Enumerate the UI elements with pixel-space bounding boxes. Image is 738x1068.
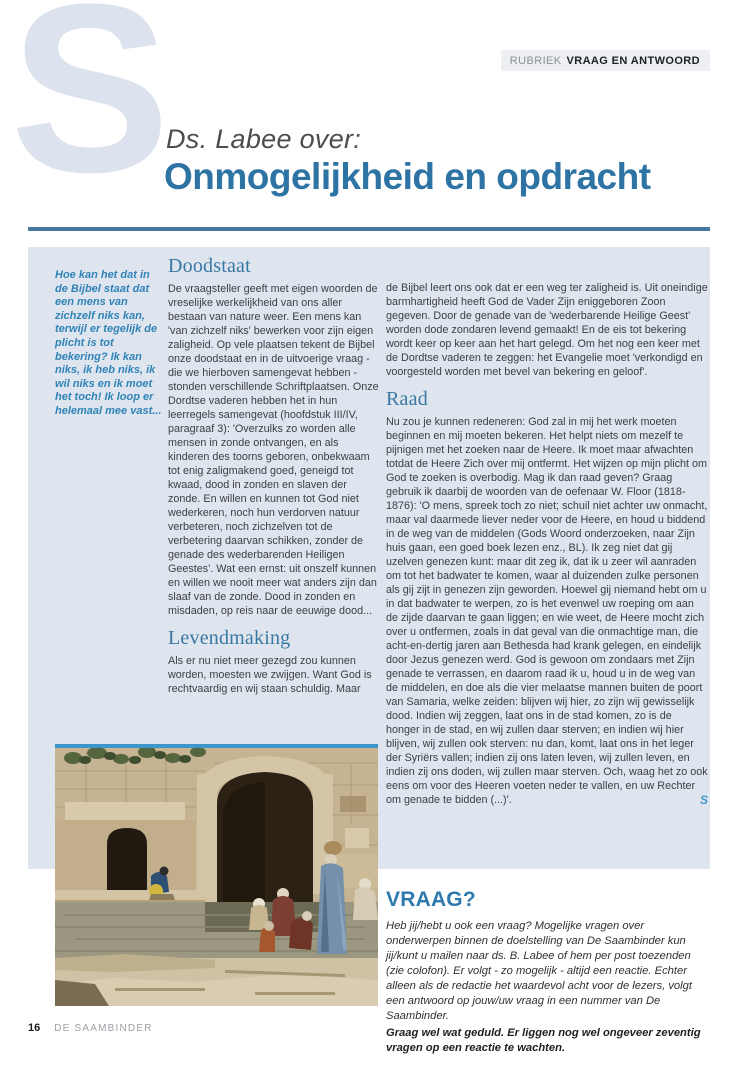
vraag-box — [386, 888, 710, 1056]
vraag-heading: VRAAG? — [386, 888, 476, 911]
bethesda-painting-graphic — [55, 744, 378, 1006]
section-body-levendmaking: Als er nu niet meer gezegd zou kunnen worden, moesten we zwijgen. Want God is rechtvaardig en wij staan schuldig. Maar — [168, 655, 372, 695]
column2-intro-paragraph: de Bijbel leert ons ook dat er een weg ter zaligheid is. Uit oneindige barmhartigheid heeft God de Vader Zijn eniggeboren Zoon gegeven. Door de genade van de 'wederbarende Heilige Geest' worden dode zondaren levend gemaakt! En de eis tot bekering wordt keer op keer aan het hart gelegd. Om het nog een keer met de Dordtse vaderen te zeggen: het Evangelie moet 'verkondigd en voorgesteld worden met bevel van bekering en geloof'. — [386, 282, 708, 378]
bethesda-painting — [55, 744, 378, 1006]
article-column-1 — [168, 255, 379, 704]
page-footer — [28, 1022, 153, 1034]
vraag-body: Heb jij/hebt u ook een vraag? Mogelijke vragen over onderwerpen binnen de doelstelling van De Saambinder kun jij/kunt u mailen naar ds. B. Labee of hem per post toezenden (zie colofon). Er volgt - zo mogelijk - altijd een reactie. Echter alleen als de redactie het waardevol acht voor de lezers, volgt een antwoord op jouw/uw vraag in een nummer van De Saambinder. — [386, 920, 692, 1022]
magazine-name: DE SAAMBINDER — [54, 1023, 153, 1034]
rubriek-title: VRAAG EN ANTWOORD — [566, 54, 700, 67]
section-body-raad — [386, 415, 708, 807]
rubriek-label: RUBRIEK — [509, 54, 562, 67]
section-heading-levendmaking: Levendmaking — [168, 627, 291, 649]
saambinder-s-watermark: S — [10, 0, 171, 222]
section-body-doodstaat: De vraagsteller geeft met eigen woorden de vreselijke werkelijkheid van ons aller bestaan van nature weer. Een mens kan 'van zichzelf niks' bewerken voor zijn eigen zaligheid. Op vele plaatsen tekent de Bijbel onze doodstaat en in de uitvoerige vraag - die we hierboven samengevat hebben - stonden verschillende Schriftplaatsen. Onze Dordtse vaderen hebben het in hun leerregels samengevat (hoofdstuk III/IV, paragraaf 3): 'Overzulks zo worden alle mensen in zonde ontvangen, en als kinderen des toorns geboren, onbekwaam tot enig zaligmakend goed, geneigd tot kwaad, dood in zonden en slaven der zonde. En willen en kunnen tot God niet wederkeren, noch hun verdorven natuur verbeteren, noch zichzelven tot de verbetering daarvan schikken, zonder de genade des wederbarenden Heiligen Geestes'. Wat een ernst: uit onszelf kunnen en willen we nooit meer wat anders zijn dan slaaf van de zonde. Dood in zonden en misdaden, op reis naar de eeuwige dood... — [168, 283, 379, 617]
section-heading-raad: Raad — [386, 388, 428, 410]
reader-question: Hoe kan het dat in de Bijbel staat dat een mens van zichzelf niks kan, terwijl er tegelijk de plicht is tot bekering? Ik kan niks, ik heb niks, ik wil niks en ik moet het toch! Ik loop er helemaal mee vast... — [55, 269, 162, 417]
raad-text: Nu zou je kunnen redeneren: God zal in mij het werk moeten beginnen en mij moeten bekeren. Het helpt niets om mezelf te pijnigen met het zoeken naar de Heere. Ik moet maar afwachten totdat de Heere Zich over mij ontfermt. Het wijzen op mijn plicht om God te zoeken is overbodig. Mag ik dan raad geven? Graag gebruik ik daarbij de woorden van de oefenaar W. Floor (1818-1876): 'O mens, spreek toch zo niet; schuil niet achter uw onmacht, maar val daarmede liever neder voor de Heere, en houd u biddend in de weg van de middelen (Gods Woord onderzoeken, naar Zijn huis gaan, een goed boek lezen enz., BL). Ik zeg niet dat gij uzelven genezen kunt: maar dit zeg ik, dat ik u zeer wil aanraden om tot het badwater te komen, waar al duizenden zulke personen als gij zijt in genezen zijn geworden. Hoewel gij niemand hebt om u in dat badwater te werpen, zo is het evenwel uw roeping om aan de zijde daarvan te gaan liggen; en wie weet, de Heere mocht zich over u ontfermen, zoals in dat geval van die onmachtige man, die acht-en-dertig jaren aan Bethesda had krank gelegen, en eindelijk door Jezus genezen werd. God is gewoon om zondaars met Zijn genade te verrassen, en daarom raad ik u, houd u in de weg van de middelen, en doe als die vier melaatse mannen buiten de poort van Samaria, welke zeiden: blijven wij hier, zo zijn wij gewisselijk dood. Indien wij zeggen, laat ons in de stad komen, zo is de honger in de stad, en wij zullen daar sterven; en indien wij hier blijven, wij zullen ook sterven: nu dan, komt, laat ons in het leger der Syriërs vallen; indien zij ons laten leven, wij zullen leven, en indien zij ons doden, wij zullen maar sterven. Och, waag het zo ook eens om voor des Heeren voeten neder te vallen, en uw Rechter om genade te bidden (...)'. — [386, 416, 708, 806]
article-kicker: Ds. Labee over: — [166, 124, 362, 154]
page-number: 16 — [28, 1022, 41, 1034]
title-rule — [28, 227, 710, 231]
end-mark-icon: S — [699, 793, 708, 807]
article-column-2 — [386, 255, 708, 815]
rubriek-bar — [501, 50, 710, 71]
article-title: Onmogelijkheid en opdracht — [164, 156, 651, 197]
vraag-note: Graag wel wat geduld. Er liggen nog wel ongeveer zeventig vragen op een reactie te wachten. — [386, 1027, 701, 1054]
section-heading-doodstaat: Doodstaat — [168, 255, 251, 277]
